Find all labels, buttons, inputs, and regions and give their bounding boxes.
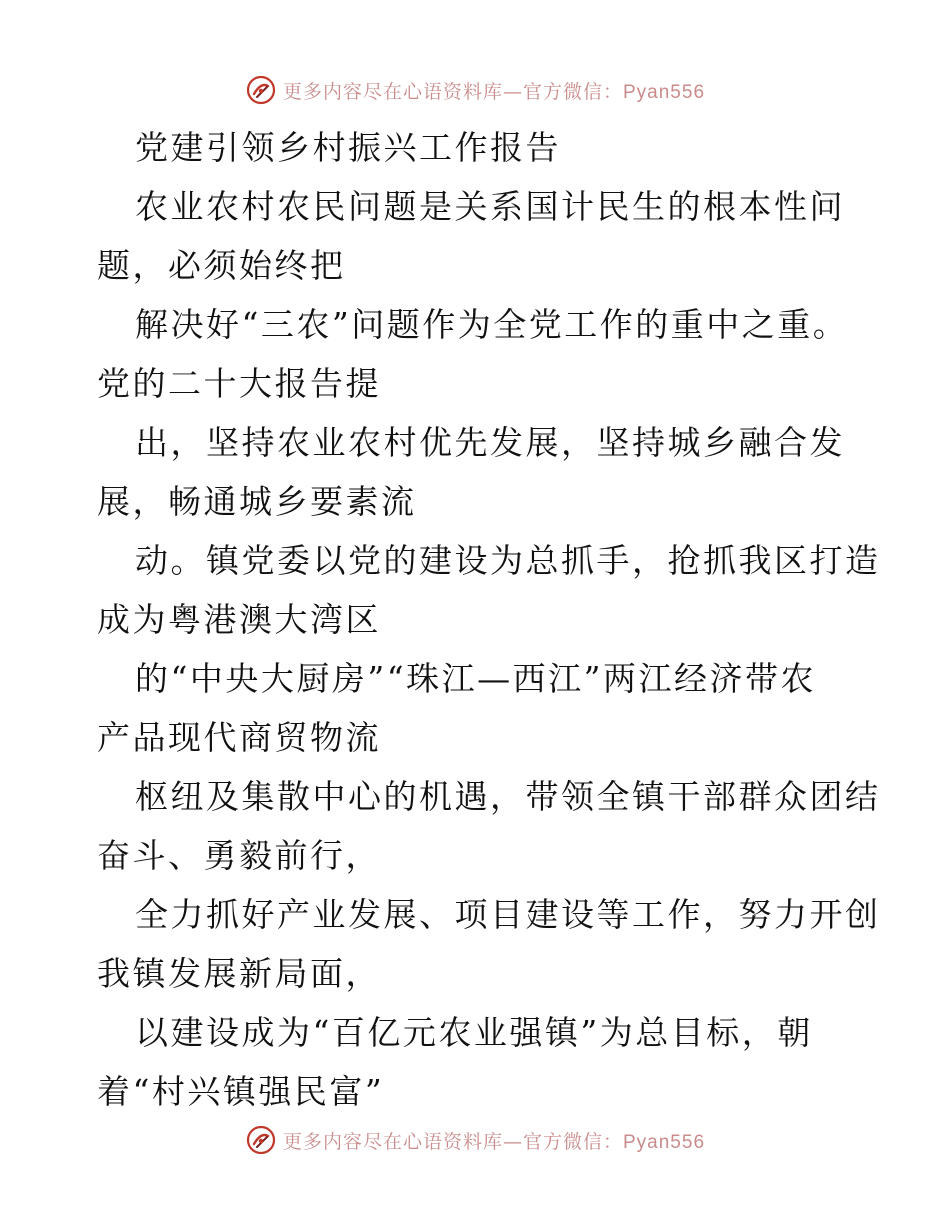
text-line: 出，坚持农业农村优先发展，坚持城乡融合发 [135,423,845,462]
text-line: 题，必须始终把 [97,246,346,285]
watermark-text: 更多内容尽在心语资料库—官方微信：Pyan556 [282,80,706,103]
header-watermark-banner [0,70,950,110]
text-line: 全力抓好产业发展、项目建设等工作，努力开创 [135,895,881,934]
text-line: 动。镇党委以党的建设为总抓手，抢抓我区打造 [135,541,881,580]
wechat-id: Pyan556 [623,81,706,103]
wechat-id: Pyan556 [623,1131,706,1153]
text-line: 枢纽及集散中心的机遇，带领全镇干部群众团结 [135,777,881,816]
text-line: 的“中央大厨房”“珠江—西江”两江经济带农 [135,659,816,698]
text-line: 成为粤港澳大湾区 [97,600,381,639]
text-line: 农业农村农民问题是关系国计民生的根本性问 [135,187,845,226]
document-body [97,118,881,1121]
footer-watermark-banner [0,1120,950,1160]
watermark-text: 更多内容尽在心语资料库—官方微信：Pyan556 [282,1130,706,1153]
text-line: 奋斗、勇毅前行， [97,836,381,875]
text-line: 我镇发展新局面， [97,954,381,993]
text-line: 党的二十大报告提 [97,364,381,403]
text-line: 着“村兴镇强民富” [97,1072,385,1111]
text-line: 展，畅通城乡要素流 [97,482,417,521]
seal-logo-icon [245,74,277,106]
document-title: 党建引领乡村振兴工作报告 [135,128,561,167]
seal-logo-icon [245,1124,277,1156]
text-line: 以建设成为“百亿元农业强镇”为总目标，朝 [135,1013,813,1052]
text-line: 解决好“三农”问题作为全党工作的重中之重。 [135,305,849,344]
text-line: 产品现代商贸物流 [97,718,381,757]
